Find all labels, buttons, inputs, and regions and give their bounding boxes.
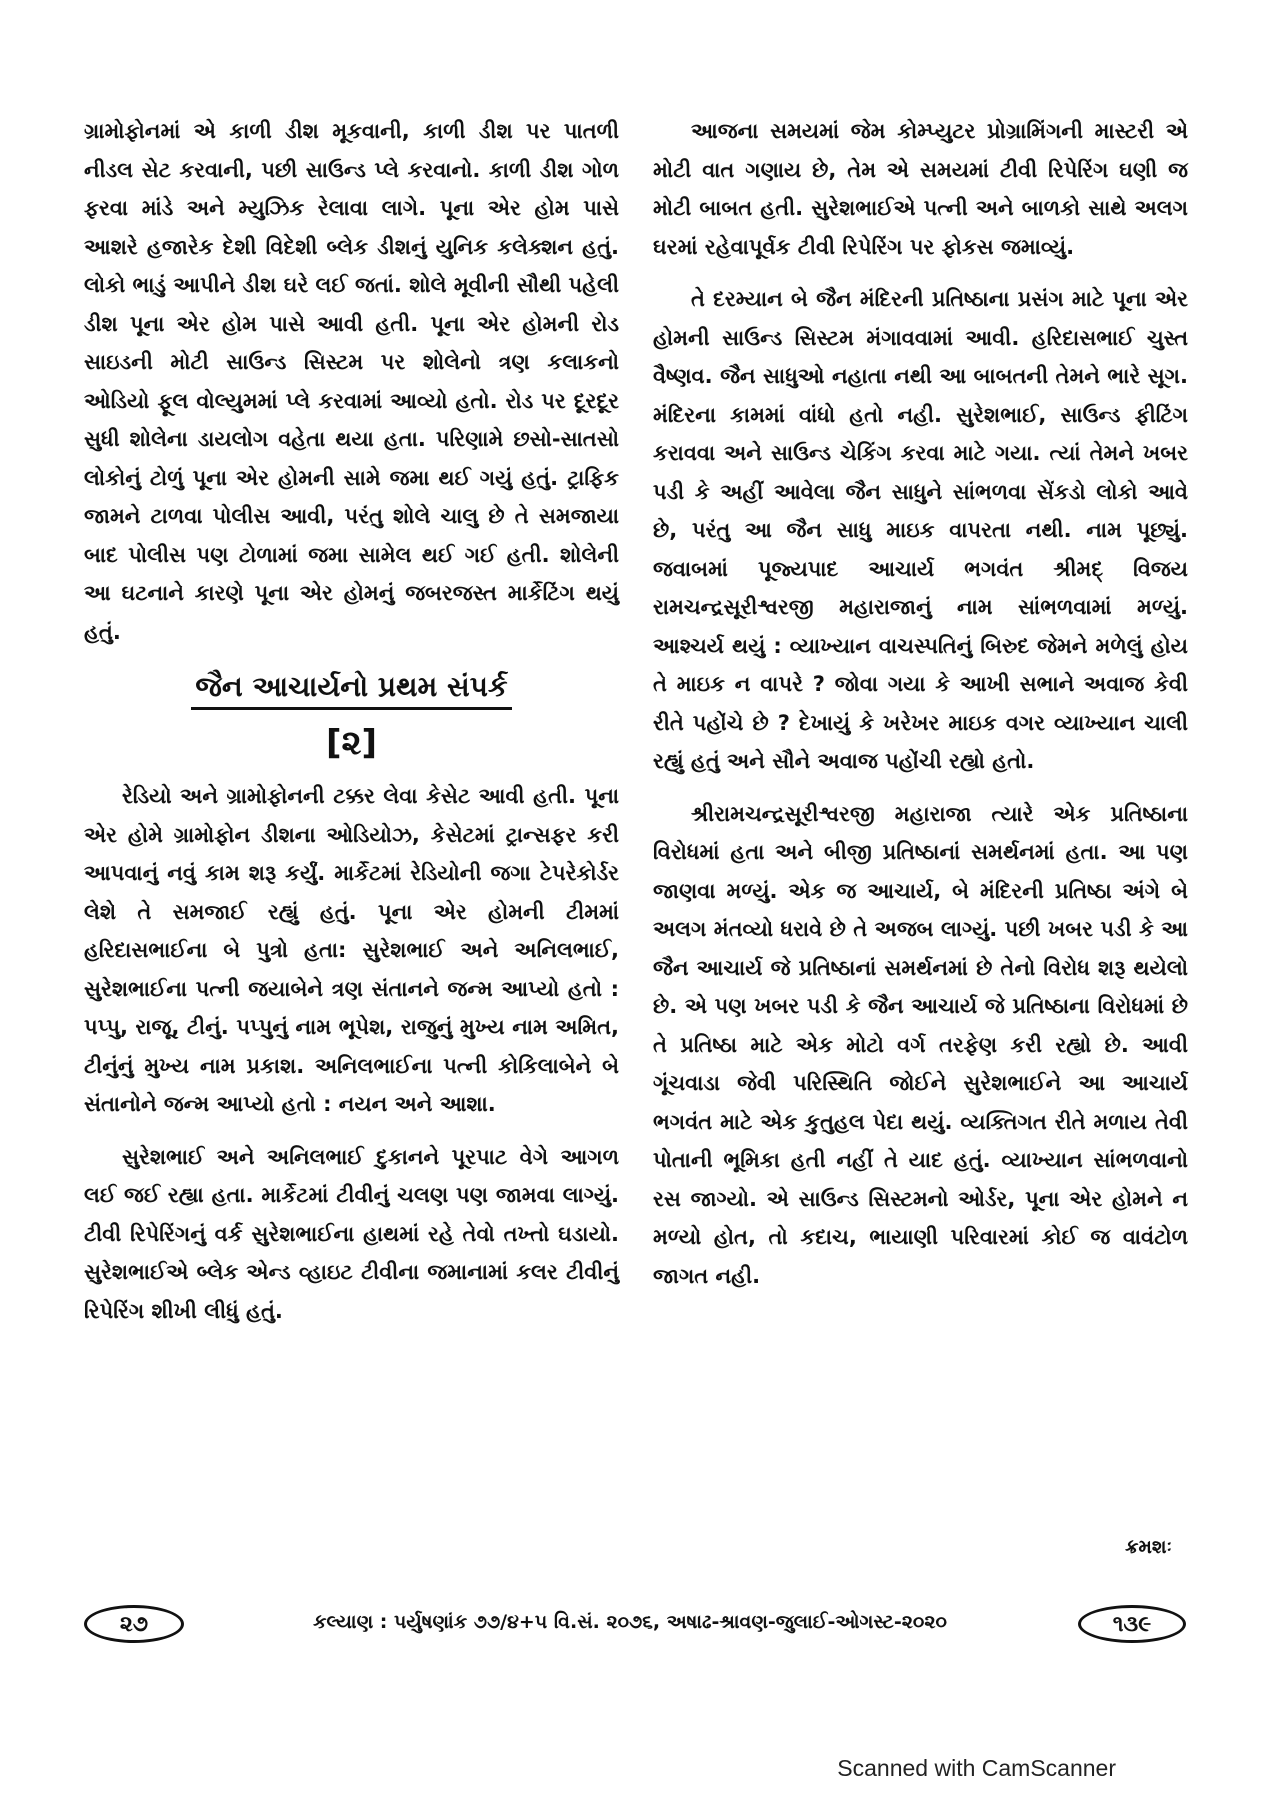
right-paragraph-1: આજના સમયમાં જેમ કોમ્પ્યુટર પ્રોગ્રામિંગની માસ્ટરી એ મોટી વાત ગણાય છે, તેમ એ સમયમાં ટીવી રિપેરિંગ ઘણી જ મોટી બાબત હતી. સુરેશભાઈએ પત્ની અને બાળકો સાથે અલગ ઘરમાં રહેવાપૂર્વક ટીવી રિપેરિંગ પર ફોકસ જમાવ્યું. bbox=[653, 119, 1188, 259]
page-footer bbox=[84, 1603, 1186, 1653]
right-page-number: ૧૩૯ bbox=[1078, 1605, 1186, 1643]
right-column bbox=[653, 112, 1188, 1309]
left-column bbox=[84, 112, 619, 1344]
right-paragraph-2: તે દરમ્યાન બે જૈન મંદિરની પ્રતિષ્ઠાના પ્રસંગ માટે પૂના એર હોમની સાઉન્ડ સિસ્ટમ મંગાવવામાં આવી. હરિદાસભાઈ ચુસ્ત વૈષ્ણવ. જૈન સાધુઓ નહાતા નથી આ બાબતની તેમને ભારે સૂગ. મંદિરના કામમાં વાંધો હતો નહી. સુરેશભાઈ, સાઉન્ડ ફીટિંગ કરાવવા અને સાઉન્ડ ચેકિંગ કરવા માટે ગયા. ત્યાં તેમને ખબર પડી કે અહીં આવેલા જૈન સાધુને સાંભળવા સેંકડો લોકો આવે છે, પરંતુ આ જૈન સાધુ માઇક વાપરતા નથી. નામ પૂછ્યું. જવાબમાં પૂજ્યપાદ આચાર્ય ભગવંત શ્રીમદ્ વિજય રામચન્દ્રસૂરીશ્વરજી મહારાજાનું નામ સાંભળવામાં મળ્યું. આશ્ચર્ય થયું : વ્યાખ્યાન વાચસ્પતિનું બિરુદ જેમને મળેલું હોય તે માઇક ન વાપરે ? જોવા ગયા કે આખી સભાને અવાજ કેવી રીતે પહોંચે છે ? દેખાયું કે ખરેખર માઇક વગર વ્યાખ્યાન ચાલી રહ્યું હતું અને સૌને અવાજ પહોંચી રહ્યો હતો. bbox=[653, 287, 1188, 773]
left-paragraph-1: ગ્રામોફોનમાં એ કાળી ડીશ મૂકવાની, કાળી ડીશ પર પાતળી નીડલ સેટ કરવાની, પછી સાઉન્ડ પ્લે કરવાનો. કાળી ડીશ ગોળ ફરવા માંડે અને મ્યુઝિક રેલાવા લાગે. પૂના એર હોમ પાસે આશરે હજારેક દેશી વિદેશી બ્લેક ડીશનું યુનિક કલેક્શન હતું. લોકો ભાડું આપીને ડીશ ઘરે લઈ જતાં. શોલે મૂવીની સૌથી પહેલી ડીશ પૂના એર હોમ પાસે આવી હતી. પૂના એર હોમની રોડ સાઇડની મોટી સાઉન્ડ સિસ્ટમ પર શોલેનો ત્રણ કલાકનો ઓડિયો ફૂલ વોલ્યુમમાં પ્લે કરવામાં આવ્યો હતો. રોડ પર દૂરદૂર સુધી શોલેના ડાયલોગ વહેતા થયા હતા. પરિણામે છસો-સાતસો લોકોનું ટોળું પૂના એર હોમની સામે જમા થઈ ગયું હતું. ટ્રાફિક જામને ટાળવા પોલીસ આવી, પરંતુ શોલે ચાલુ છે તે સમજાયા બાદ પોલીસ પણ ટોળામાં જમા સામેલ થઈ ગઈ હતી. શોલેની આ ઘટનાને કારણે પૂના એર હોમનું જબરજસ્ત માર્કેટિંગ થયું હતું. bbox=[84, 119, 619, 644]
continued-label: ક્રમશઃ bbox=[1125, 1536, 1172, 1558]
section-heading bbox=[84, 667, 619, 707]
footer-publication-text: કલ્યાણ : પર્યુષણાંક ૭૭/૪+૫ વિ.સં. ૨૦૭૬, અષાઢ-શ્રાવણ-જુલાઈ-ઓગસ્ટ-૨૦૨૦ bbox=[313, 1611, 947, 1633]
part-number: [૨] bbox=[325, 723, 378, 763]
section-heading-text: જૈન આચાર્યનો પ્રથમ સંપર્ક bbox=[191, 670, 511, 710]
left-paragraph-2: રેડિયો અને ગ્રામોફોનની ટક્કર લેવા કેસેટ આવી હતી. પૂના એર હોમે ગ્રામોફોન ડીશના ઓડિયોઝ, કેસેટમાં ટ્રાન્સફર કરી આપવાનું નવું કામ શરૂ કર્યું. માર્કેટમાં રેડિયોની જગા ટેપરેકોર્ડર લેશે તે સમજાઈ રહ્યું હતું. પૂના એર હોમની ટીમમાં હરિદાસભાઈના બે પુત્રો હતા: સુરેશભાઈ અને અનિલભાઈ, સુરેશભાઈના પત્ની જયાબેને ત્રણ સંતાનને જન્મ આપ્યો હતો : પપ્પુ, રાજૂ, ટીનું. પપ્પુનું નામ ભૂપેશ, રાજુનું મુખ્ય નામ અમિત, ટીનુંનું મુખ્ય નામ પ્રકાશ. અનિલભાઈના પત્ની કોકિલાબેને બે સંતાનોને જન્મ આપ્યો હતો : નયન અને આશા. bbox=[84, 784, 619, 1116]
scan-watermark: Scanned with CamScanner bbox=[837, 1755, 1116, 1781]
left-page-number: ૨૭ bbox=[84, 1605, 184, 1643]
right-paragraph-3: શ્રીરામચન્દ્રસૂરીશ્વરજી મહારાજા ત્યારે એક પ્રતિષ્ઠાના વિરોધમાં હતા અને બીજી પ્રતિષ્ઠાનાં સમર્થનમાં હતા. આ પણ જાણવા મળ્યું. એક જ આચાર્ય, બે મંદિરની પ્રતિષ્ઠા અંગે બે અલગ મંતવ્યો ધરાવે છે તે અજબ લાગ્યું. પછી ખબર પડી કે આ જૈન આચાર્ય જે પ્રતિષ્ઠાનાં સમર્થનમાં છે તેનો વિરોધ શરૂ થયેલો છે. એ પણ ખબર પડી કે જૈન આચાર્ય જે પ્રતિષ્ઠાના વિરોધમાં છે તે પ્રતિષ્ઠા માટે એક મોટો વર્ગ તરફેણ કરી રહ્યો છે. આવી ગૂંચવાડા જેવી પરિસ્થિતિ જોઈને સુરેશભાઈને આ આચાર્ય ભગવંત માટે એક કુતુહલ પેદા થયું. વ્યક્તિગત રીતે મળાય તેવી પોતાની ભૂમિકા હતી નહીં તે યાદ હતું. વ્યાખ્યાન સાંભળવાનો રસ જાગ્યો. એ સાઉન્ડ સિસ્ટમનો ઓર્ડર, પૂના એર હોમને ન મળ્યો હોત, તો કદાચ, ભાયાણી પરિવારમાં કોઈ જ વાવંટોળ જાગત નહી. bbox=[653, 801, 1188, 1288]
left-paragraph-3: સુરેશભાઈ અને અનિલભાઈ દુકાનને પૂરપાટ વેગે આગળ લઈ જઈ રહ્યા હતા. માર્કેટમાં ટીવીનું ચલણ પણ જામવા લાગ્યું. ટીવી રિપેરિંગનું વર્ક સુરેશભાઈના હાથમાં રહે તેવો તખ્તો ઘડાયો. સુરેશભાઈએ બ્લેક એન્ડ વ્હાઇટ ટીવીના જમાનામાં કલર ટીવીનું રિપેરિંગ શીખી લીધું હતું. bbox=[84, 1144, 619, 1323]
